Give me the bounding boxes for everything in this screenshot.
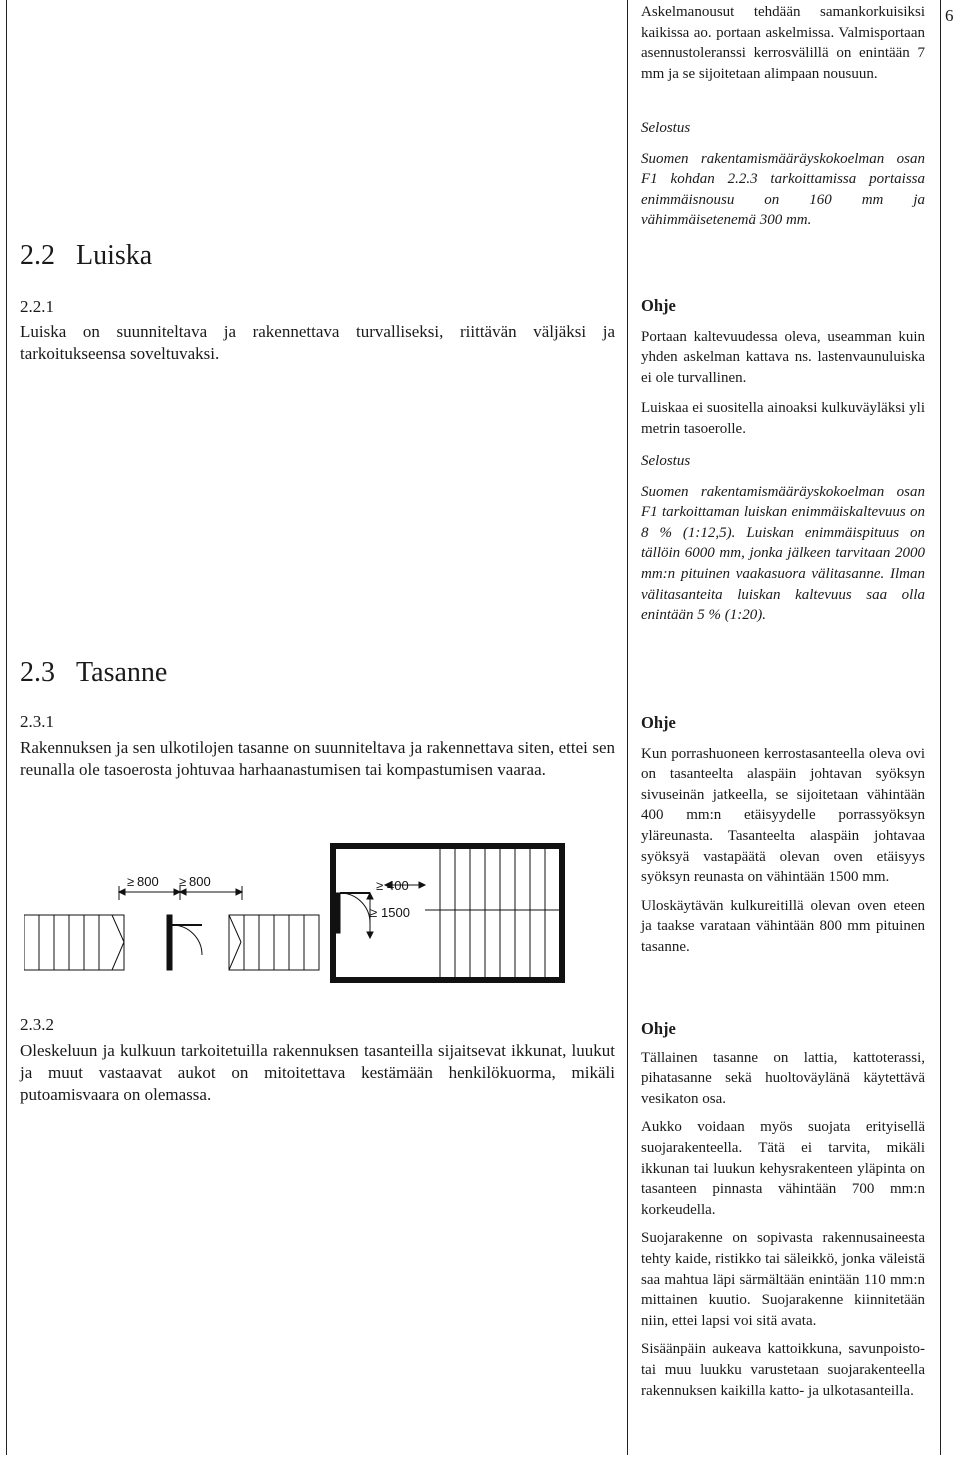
clause-number: 2.3.1 — [20, 712, 54, 731]
clause-2-2-1 — [20, 297, 615, 365]
dimension-label: 800 — [189, 874, 211, 889]
door-swing — [172, 925, 202, 955]
clause-text: Luiska on suunniteltava ja rakennettava turvalliseksi, riittävän väljäksi ja tarkoitukseensa soveltuvaksi. — [20, 322, 615, 363]
column-divider-rule — [627, 0, 628, 1455]
stair-hall-plan-figure — [330, 843, 580, 988]
svg-text:≥: ≥ — [127, 874, 135, 889]
intro-paragraph: Askelmanousut tehdään samankorkuisiksi kaikissa ao. portaan askelmissa. Valmisportaan asennustoleranssi kerrosvälillä on enintään 7 mm ja se sijoitetaan alimpaan nousuun. — [641, 4, 925, 82]
left-margin-rule — [6, 0, 7, 1455]
dimension-label: 1500 — [381, 905, 410, 920]
svg-text:≥: ≥ — [370, 905, 378, 920]
ohje-block-3 — [641, 1019, 925, 1401]
ohje-block-1 — [641, 296, 925, 440]
right-margin-rule — [940, 0, 941, 1455]
wall — [167, 915, 172, 970]
selostus-text: Suomen rakentamismääräyskokoelman osan F1 kohdan 2.2.3 tarkoittamissa portaissa enimmäisnousu on 160 mm ja vähimmäisetenemä 300 mm. — [641, 150, 925, 229]
dimension-label: 400 — [387, 878, 409, 893]
ohje-heading: Ohje — [641, 713, 676, 732]
clause-text: Oleskeluun ja kulkuun tarkoitetuilla rakennuksen tasanteilla sijaitsevat ikkunat, luukut ja muut vastaavat aukot on mitoitettava kestämään henkilökuorma, mikäli putoamisvaara on olemassa. — [20, 1041, 615, 1104]
section-2-2-heading — [20, 240, 615, 272]
selostus-heading: Selostus — [641, 120, 691, 136]
selostus-block-1 — [641, 118, 925, 231]
ohje-heading: Ohje — [641, 296, 676, 315]
clause-number: 2.3.2 — [20, 1015, 54, 1034]
dimension-label: 800 — [137, 874, 159, 889]
ohje-paragraph: Tällainen tasanne on lattia, kattoterassi, pihatasanne sekä huoltoväylänä käytettävä vesikaton osa. — [641, 1049, 925, 1107]
ohje-paragraph: Kun porrashuoneen kerrostasanteella oleva ovi on tasanteelta alaspäin johtavan syöksyn sivuseinän jatkeella, se sijoitetaan vähintään 400 mm:n etäisyydelle porrassyöksyn yläreunasta. Tasanteelta alaspäin johtavaa syöksyä vastapäätä olevan oven etäisyys syöksyn reunasta on vähintään 1500 mm. — [641, 745, 925, 886]
intro-block — [641, 2, 925, 84]
clause-number: 2.2.1 — [20, 297, 54, 316]
clause-2-3-1 — [20, 712, 615, 781]
ohje-paragraph: Portaan kaltevuudessa oleva, useamman kuin yhden askelman kattava ns. lastenvaunuluiska ei ole turvallinen. — [641, 328, 925, 386]
ohje-paragraph: Uloskäytävän kulkureitillä olevan oven eteen ja taakse varataan vähintään 800 mm pituinen tasanne. — [641, 897, 925, 955]
door-swing — [340, 893, 370, 923]
section-title: Tasanne — [76, 657, 168, 688]
ohje-heading: Ohje — [641, 1019, 676, 1038]
ohje-block-2 — [641, 713, 925, 958]
ohje-paragraph: Aukko voidaan myös suojata erityisellä suojarakenteella. Tätä ei tarvita, mikäli ikkunan tai luukun kehysrakenteen yläpinta on tasanteen pinnasta vähintään 700 mm:n korkeudella. — [641, 1119, 925, 1218]
ohje-paragraph: Luiskaa ei suositella ainoaksi kulkuväyläksi yli metrin tasoerolle. — [641, 400, 925, 437]
selostus-block-2 — [641, 451, 925, 626]
clause-text: Rakennuksen ja sen ulkotilojen tasanne on suunniteltava ja rakennettava siten, ettei sen reunalla ole tasoerosta johtuvaa harhaanastumisen tai kompastumisen vaaraa. — [20, 738, 615, 779]
section-number: 2.3 — [20, 657, 55, 688]
svg-text:≥: ≥ — [179, 874, 187, 889]
page-number: 6 — [945, 6, 954, 25]
selostus-text: Suomen rakentamismääräyskokoelman osan F1 tarkoittaman luiskan enimmäiskaltevuus on 8 % (1:12,5). Luiskan enimmäispituus on tällöin 6000 mm, jonka jälkeen tarvitaan 2000 mm:n pituinen vaakasuora välitasanne. Ilman välitasanteita luiskan kaltevuus saa olla enintään 5 % (1:20). — [641, 483, 925, 624]
clause-2-3-2 — [20, 1015, 615, 1106]
ohje-paragraph: Sisäänpäin aukeava kattoikkuna, savunpoisto- tai muu luukku varustetaan suojarakenteella rakennuksen kaikilla katto- ja ulkotasanteilla. — [641, 1341, 925, 1399]
section-number: 2.2 — [20, 240, 55, 271]
landing-door-figure — [24, 870, 324, 985]
selostus-heading: Selostus — [641, 453, 691, 469]
svg-text:≥: ≥ — [376, 878, 384, 893]
section-2-3-heading — [20, 657, 615, 689]
ohje-paragraph: Suojarakenne on sopivasta rakennusaineesta tehty kaide, ristikko tai säleikkö, jonka väleistä saa mahtua läpi särmältään enintään 110 mm:n mittainen kuutio. Suojarakenne kiinnitetään niin, ettei lapsi voi sitä avata. — [641, 1230, 925, 1329]
section-title: Luiska — [76, 240, 153, 271]
